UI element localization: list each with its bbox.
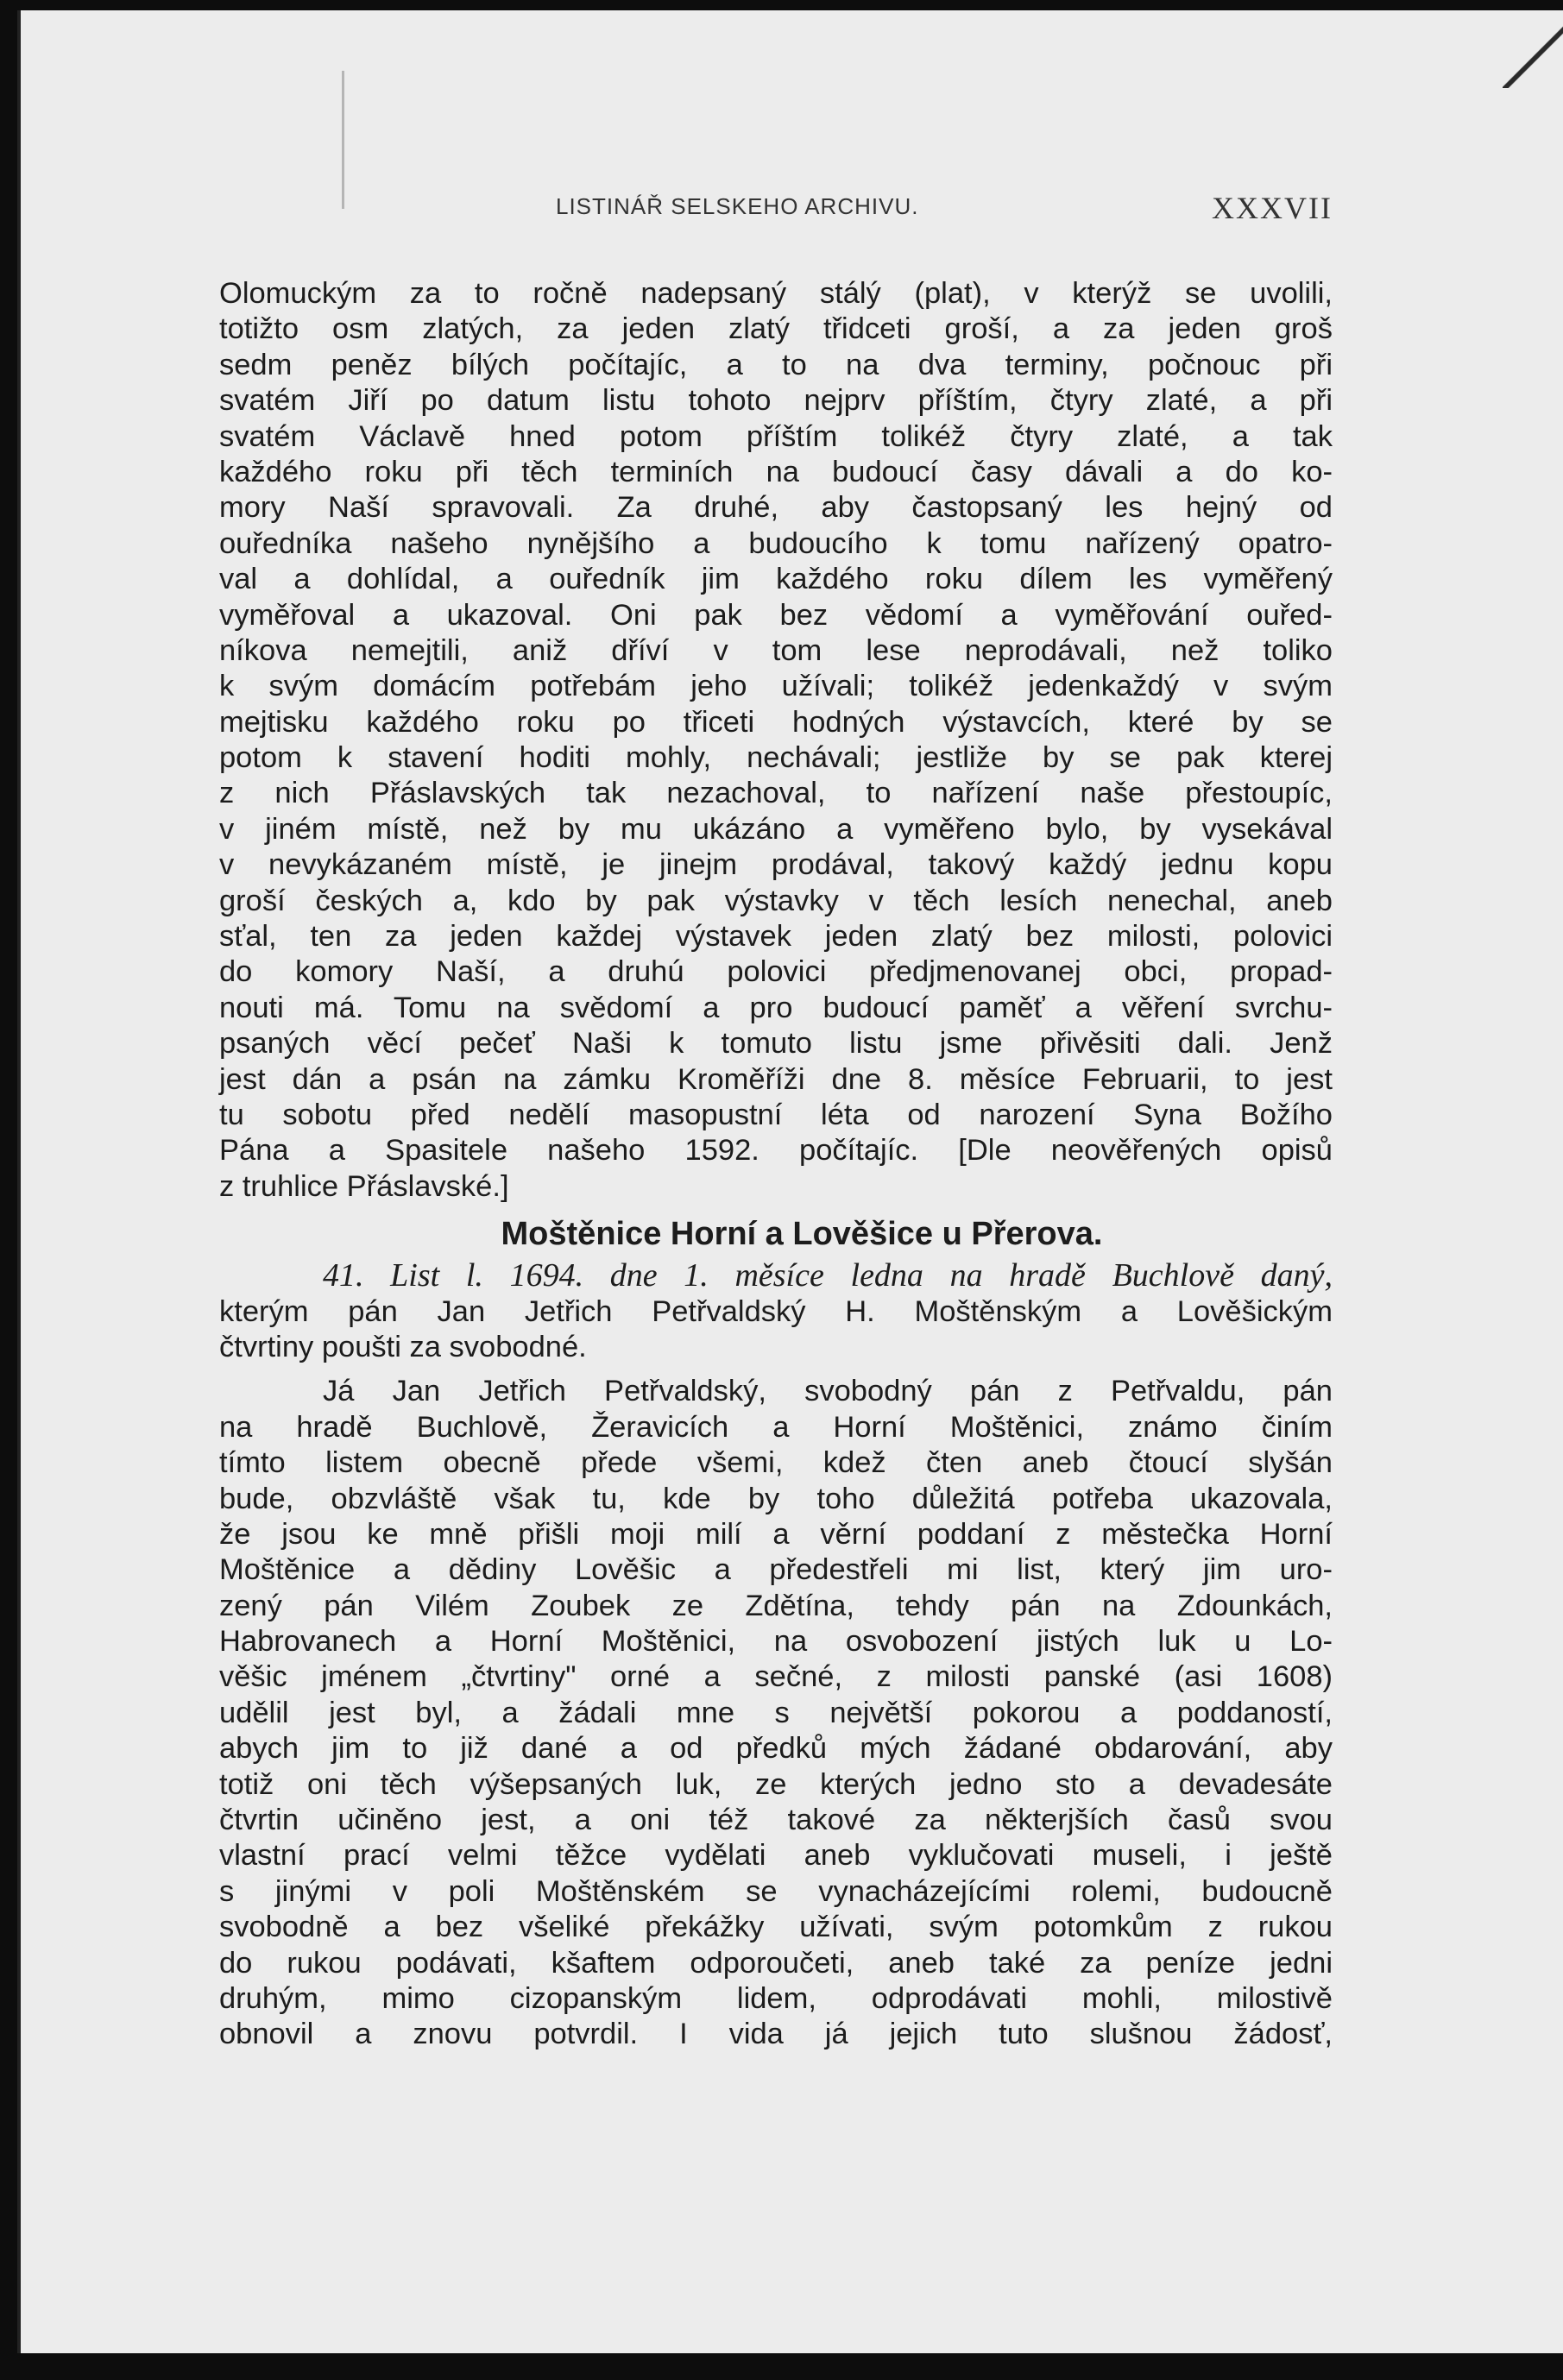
text-line: abych jim to již dané a od předků mých žádané obdarování, aby — [219, 1732, 1333, 1766]
text-line: z truhlice Přáslavské.] — [219, 1169, 509, 1203]
text-line: tu sobotu před nedělí masopustní léta od narození Syna Božího — [219, 1098, 1333, 1131]
text-line: mory Naší spravovali. Za druhé, aby častopsaný les hejný od — [219, 491, 1333, 525]
text-line: vyměřoval a ukazoval. Oni pak bez vědomí a vyměřování ouřed- — [219, 598, 1333, 632]
text-line: z nich Přáslavských tak nezachoval, to nařízení naše přestoupíc, — [219, 777, 1333, 810]
text-line: sedm peněz bílých počítajíc, a to na dva terminy, počnouc při — [219, 348, 1333, 381]
running-head — [556, 190, 1333, 224]
page-number: XXXVII — [1212, 191, 1333, 225]
text-line: groší českých a, kdo by pak výstavky v těch lesích nenechal, aneb — [219, 884, 1333, 917]
text-line: níkova nemejtili, aniž dříví v tom lese neprodávali, než toliko — [219, 633, 1333, 667]
text-line: zený pán Vilém Zoubek ze Zdětína, tehdy pán na Zdounkách, — [219, 1589, 1333, 1622]
entry-header — [219, 1258, 1333, 1365]
text-line: nouti má. Tomu na svědomí a pro budoucí paměť a věření svrchu- — [219, 991, 1333, 1024]
text-line: sťal, ten za jeden každej výstavek jeden zlatý bez milosti, polovici — [219, 920, 1333, 954]
text-line: věšic jménem „čtvrtiny" orné a sečné, z milosti panské (asi 1608) — [219, 1660, 1333, 1694]
text-line: jest dán a psán na zámku Kroměříži dne 8. měsíce Februarii, to jest — [219, 1062, 1333, 1096]
text-line: Moštěnice a dědiny Lověšic a předestřeli mi list, který jim uro- — [219, 1553, 1333, 1587]
paragraph-charter — [219, 1374, 1333, 2052]
section-heading: Moštěnice Horní a Lověšice u Přerova. — [501, 1216, 1103, 1253]
paragraph-continued — [219, 276, 1333, 1205]
text-line: k svým domácím potřebám jeho užívali; tolikéž jedenkaždý v svým — [219, 670, 1333, 703]
text-line: každého roku při těch terminích na budoucí časy dávali a do ko- — [219, 455, 1333, 488]
text-line: Pána a Spasitele našeho 1592. počítajíc. [Dle neověřených opisů — [219, 1134, 1333, 1168]
text-line: potom k stavení hoditi mohly, nechávali; jestliže by se pak kterej — [219, 741, 1333, 775]
running-head-title: LISTINÁŘ SELSKEHO ARCHIVU. — [556, 193, 919, 219]
text-line: svatém Jiří po datum listu tohoto nejprv příštím, čtyry zlaté, a při — [219, 384, 1333, 418]
page-body — [219, 276, 1333, 2053]
text-line: čtvrtin učiněno jest, a oni též takové za některjších časů svou — [219, 1804, 1333, 1837]
text-line: tímto listem obecně přede všemi, kdež čten aneb čtoucí slyšán — [219, 1446, 1333, 1480]
entry-header-lines — [219, 1294, 1333, 1366]
text-line: do komory Naší, a druhú polovici předjmenovanej obci, propad- — [219, 955, 1333, 989]
text-line: Já Jan Jetřich Petřvaldský, svobodný pán z Petřvaldu, pán — [323, 1375, 1333, 1408]
text-line: že jsou ke mně přišli moji milí a věrní poddaní z městečka Horní — [219, 1517, 1333, 1551]
gutter-mark — [342, 71, 344, 209]
text-line: svatém Václavě hned potom příštím tolikéž čtyry zlaté, a tak — [219, 419, 1333, 453]
entry-header-first-line: 41. List l. 1694. dne 1. měsíce ledna na hradě Buchlově daný, — [323, 1257, 1333, 1294]
spacer — [219, 1365, 1333, 1374]
text-line: udělil jest byl, a žádali mne s největší pokorou a poddaností, — [219, 1696, 1333, 1729]
text-line: vlastní prací velmi těžce vydělati aneb vyklučovati museli, i ještě — [219, 1839, 1333, 1873]
text-line: svobodně a bez všeliké překážky užívati, svým potomkům z rukou — [219, 1911, 1333, 1944]
text-line: totiž oni těch výšepsaných luk, ze kterých jedno sto a devadesáte — [219, 1767, 1333, 1801]
text-line: Habrovanech a Horní Moštěnici, na osvobození jistých luk u Lo- — [219, 1625, 1333, 1659]
text-line: psaných věcí pečeť Naši k tomuto listu jsme přivěsiti dali. Jenž — [219, 1027, 1333, 1061]
text-line: totižto osm zlatých, za jeden zlatý třidceti groší, a za jeden groš — [219, 312, 1333, 346]
text-line: s jinými v poli Moštěnském se vynacházejícími rolemi, budoucně — [219, 1874, 1333, 1908]
text-line: obnovil a znovu potvrdil. I vida já jejich tuto slušnou žádosť, — [219, 2018, 1333, 2051]
text-line: bude, obzvláště však tu, kde by toho důležitá potřeba ukazovala, — [219, 1482, 1333, 1515]
text-line: do rukou podávati, kšaftem odporoučeti, aneb také za peníze jedni — [219, 1946, 1333, 1980]
text-line: kterým pán Jan Jetřich Petřvaldský H. Moštěnským a Lověšickým — [219, 1294, 1333, 1328]
text-line: čtvrtiny poušti za svobodné. — [219, 1330, 587, 1363]
text-line: v jiném místě, než by mu ukázáno a vyměřeno bylo, by vysekával — [219, 812, 1333, 846]
text-line: v nevykázaném místě, je jinejm prodával, takový každý jednu kopu — [219, 848, 1333, 882]
text-line: mejtisku každého roku po třiceti hodných výstavcích, které by se — [219, 705, 1333, 739]
text-line: na hradě Buchlově, Žeravicích a Horní Moštěnici, známo činím — [219, 1410, 1333, 1444]
text-line: ouředníka našeho nynějšího a budoucího k tomu nařízený opatro- — [219, 526, 1333, 560]
page-corner-fold — [1503, 10, 1563, 88]
text-line: Olomuckým za to ročně nadepsaný stálý (plat), v kterýž se uvolili, — [219, 277, 1333, 310]
book-page — [17, 10, 1563, 2353]
text-line: druhým, mimo cizopanským lidem, odprodávati mohli, milostivě — [219, 1981, 1333, 2015]
text-line: val a dohlídal, a ouředník jim každého roku dílem les vyměřený — [219, 563, 1333, 596]
